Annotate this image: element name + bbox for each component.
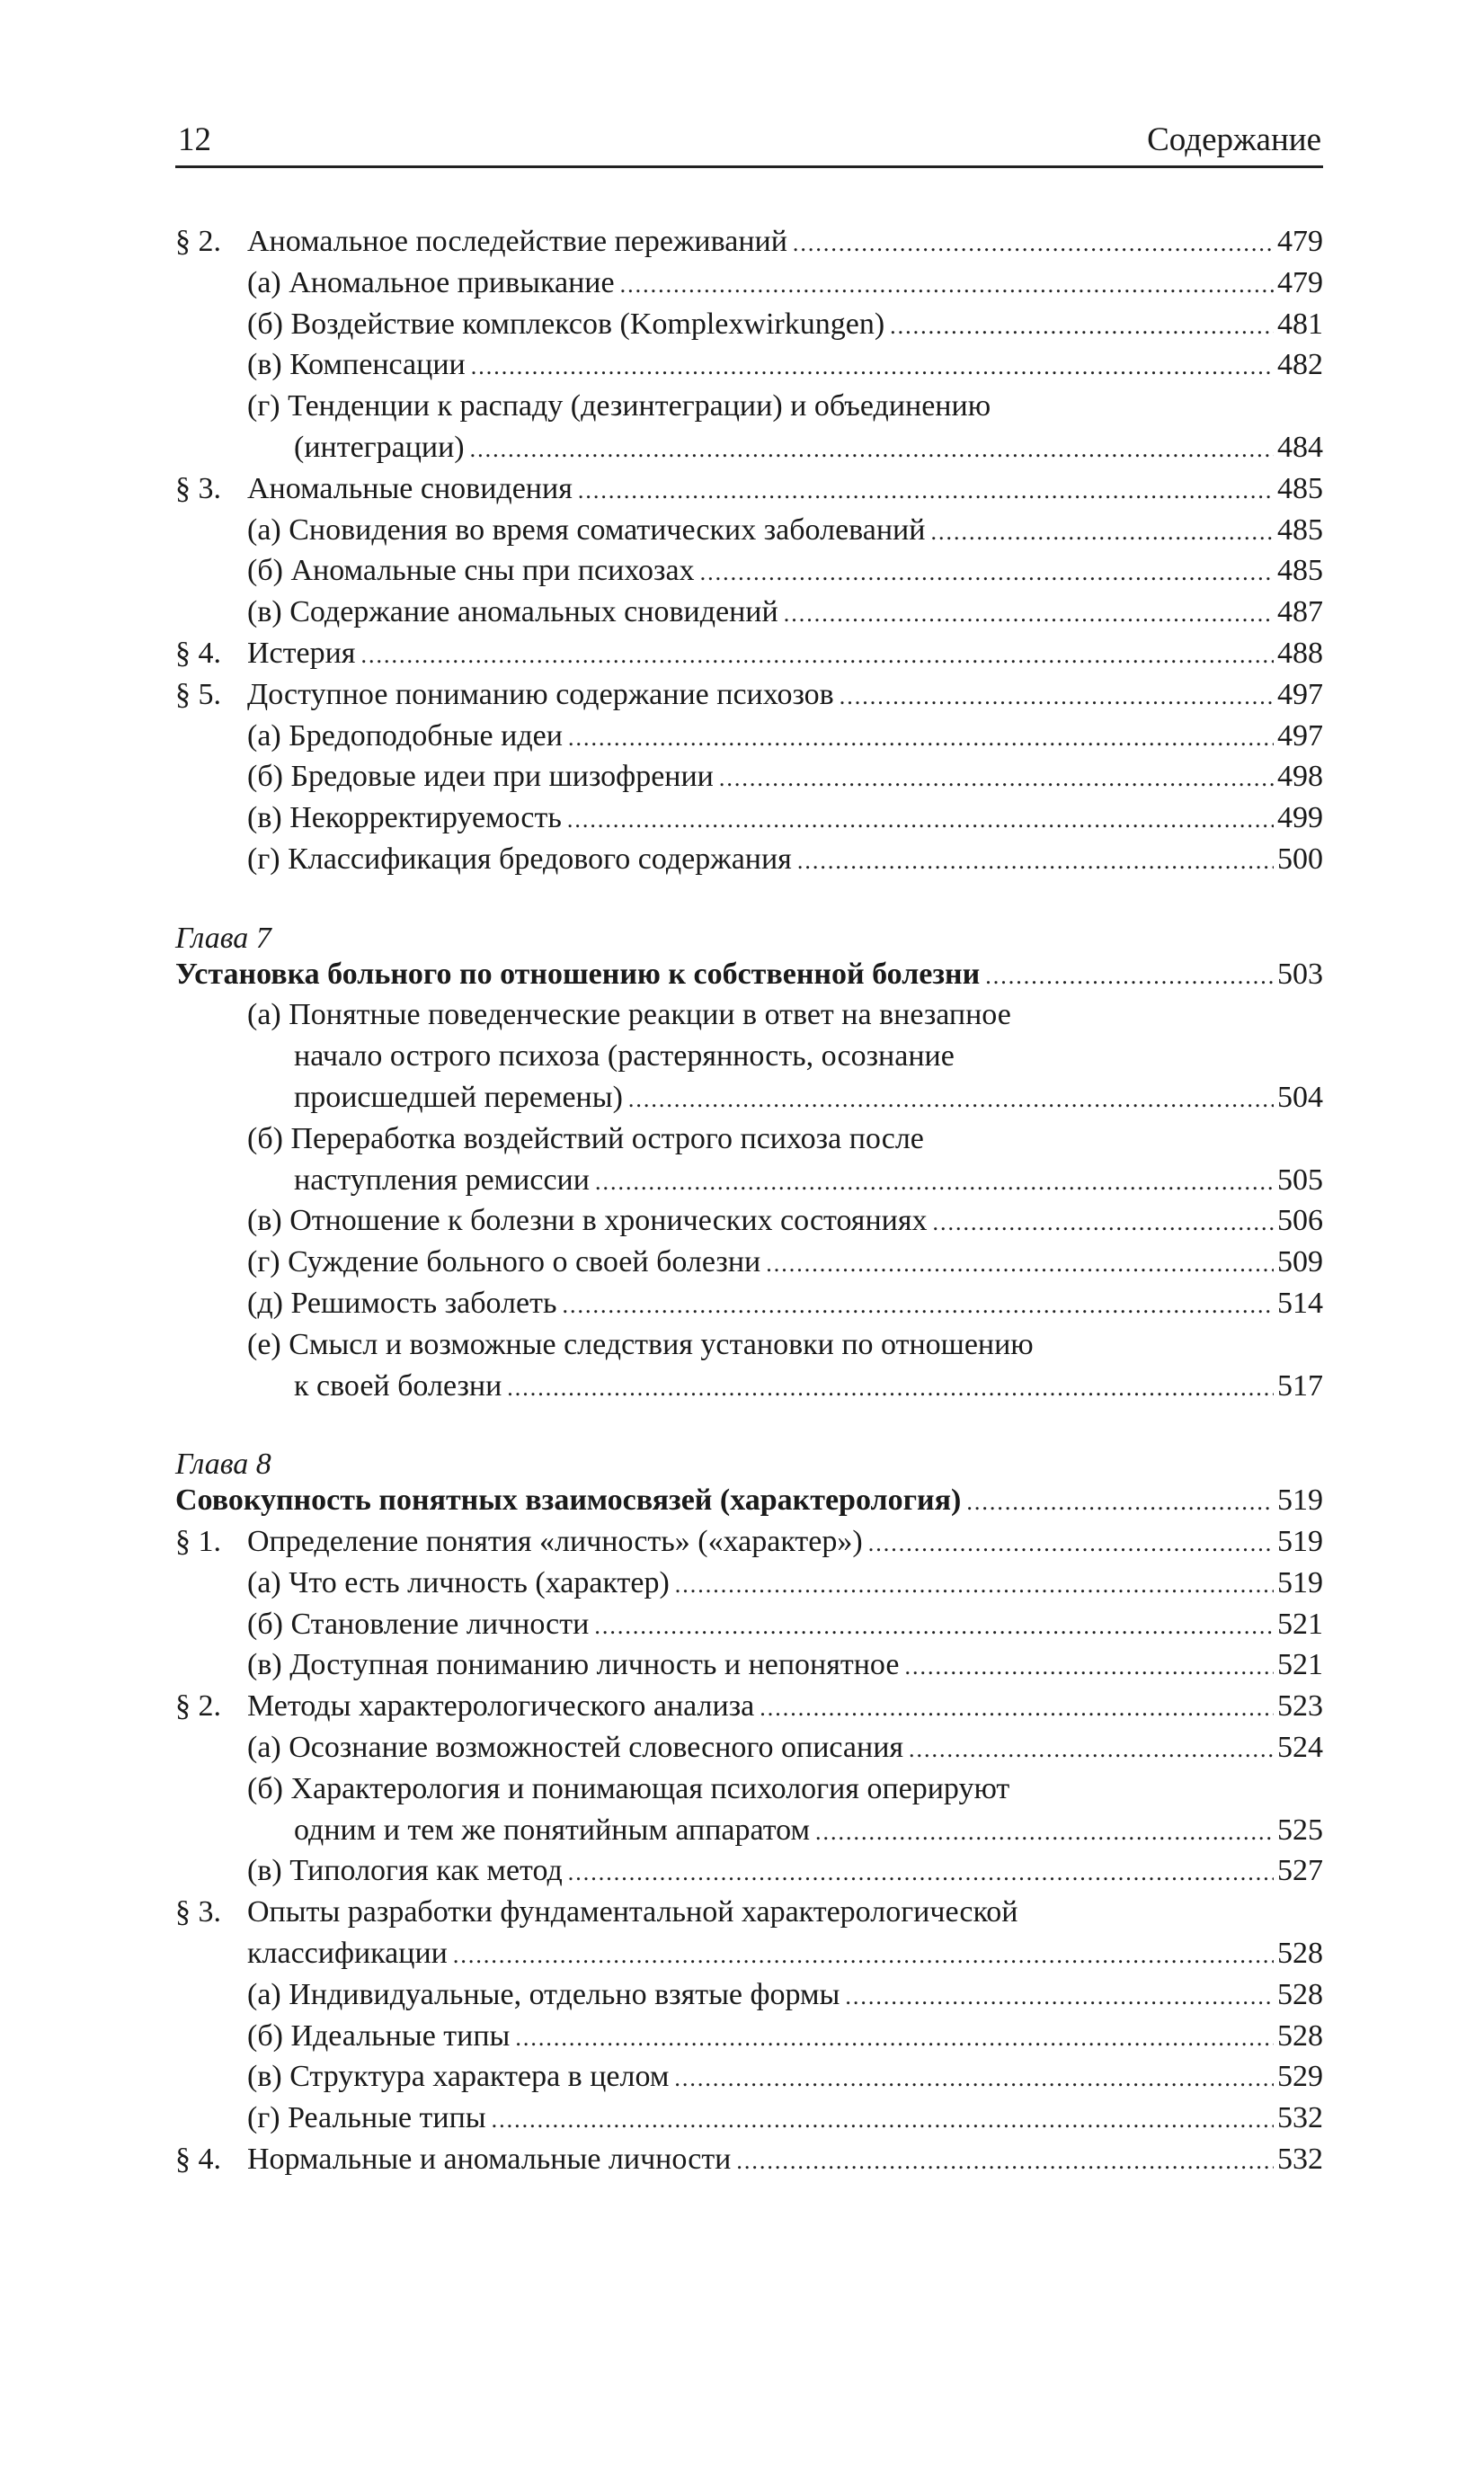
page-ref: 509 <box>1277 1245 1323 1279</box>
toc-entry-line[interactable] <box>247 344 1323 386</box>
dot-leader <box>930 512 1274 553</box>
toc-entry-line[interactable] <box>247 1118 1323 1160</box>
entry-title: Нормальные и аномальные личности <box>247 2143 732 2176</box>
toc-entry-line[interactable] <box>247 1604 1323 1645</box>
dot-leader <box>515 2018 1274 2059</box>
page-ref: 497 <box>1277 677 1323 711</box>
dot-leader <box>578 470 1274 512</box>
toc-entry-line[interactable] <box>247 592 1323 633</box>
section-marker: § 2. <box>175 1689 221 1724</box>
page-ref: 505 <box>1277 1163 1323 1197</box>
dot-leader <box>815 1812 1274 1853</box>
page-ref: 527 <box>1277 1854 1323 1888</box>
entry-title: происшедшей перемены) <box>294 1081 623 1114</box>
page-header <box>175 106 1323 167</box>
dot-leader <box>620 264 1274 306</box>
entry-title: одним и тем же понятийным аппаратом <box>294 1813 810 1847</box>
entry-title: (в) Структура характера в целом <box>247 2060 670 2094</box>
dot-leader <box>932 1202 1274 1243</box>
toc-entry-line[interactable] <box>247 1283 1323 1324</box>
section-marker: § 3. <box>175 1895 221 1929</box>
toc-entry-line[interactable] <box>175 954 1323 995</box>
toc-entry-line[interactable] <box>247 797 1323 839</box>
section-marker: § 5. <box>175 677 221 711</box>
page-ref: 529 <box>1277 2060 1323 2094</box>
entry-title: (а) Индивидуальные, отдельно взятые формы <box>247 1977 840 2011</box>
toc-entry-line[interactable] <box>247 1200 1323 1242</box>
toc-entry-line[interactable] <box>247 263 1323 304</box>
page-ref: 485 <box>1277 512 1323 547</box>
section-marker: § 2. <box>175 225 221 258</box>
toc-entry-line[interactable] <box>247 2098 1323 2139</box>
dot-leader <box>784 593 1274 635</box>
page-ref: 506 <box>1277 1204 1323 1238</box>
section-marker: § 4. <box>175 2143 221 2176</box>
page-ref: 519 <box>1277 1483 1323 1518</box>
entry-title: (г) Суждение больного о своей болезни <box>247 1245 761 1279</box>
dot-leader <box>568 1852 1274 1893</box>
dot-leader <box>470 429 1274 470</box>
entry-title: (в) Содержание аномальных сновидений <box>247 595 778 629</box>
chapter-label: Глава 8 <box>175 1448 271 1482</box>
page-ref: 499 <box>1277 801 1323 835</box>
toc-entry-line[interactable] <box>247 550 1323 592</box>
dot-leader <box>594 1606 1274 1647</box>
entry-title: Установка больного по отношению к собственной болезни <box>175 957 981 991</box>
entry-title: Аномальные сновидения <box>247 471 573 505</box>
entry-title: к своей болезни <box>294 1368 502 1403</box>
toc-entry-line[interactable] <box>247 386 1323 427</box>
entry-title: Доступное пониманию содержание психозов <box>247 677 834 711</box>
dot-leader <box>890 306 1274 347</box>
toc-entry-line[interactable] <box>247 510 1323 551</box>
page-ref: 519 <box>1277 1525 1323 1558</box>
page-ref: 521 <box>1277 1648 1323 1682</box>
page-ref: 500 <box>1277 842 1323 876</box>
dot-leader <box>719 758 1274 799</box>
toc-entry-line[interactable] <box>247 1850 1323 1892</box>
toc-entry-line[interactable] <box>247 1974 1323 2016</box>
entry-title: (в) Типология как метод <box>247 1854 563 1888</box>
page-ref: 517 <box>1277 1368 1323 1403</box>
entry-title: (в) Доступная пониманию личность и непонятное <box>247 1648 900 1682</box>
page-ref: 528 <box>1277 1977 1323 2011</box>
toc-entry-line[interactable] <box>247 2056 1323 2098</box>
toc-entry-line[interactable] <box>175 221 1323 263</box>
dot-leader <box>360 635 1274 676</box>
entry-title: (е) Смысл и возможные следствия установки по отношению <box>247 1327 1034 1361</box>
dot-leader <box>840 676 1274 717</box>
entry-title: (б) Аномальные сны при психозах <box>247 554 695 588</box>
toc-entry-line[interactable] <box>175 1892 1323 1933</box>
page-ref: 485 <box>1277 471 1323 505</box>
dot-leader <box>700 552 1274 593</box>
entry-title: (б) Характерология и понимающая психология оперируют <box>247 1771 1010 1805</box>
dot-leader <box>562 1285 1274 1326</box>
toc-entry-line[interactable] <box>294 1077 1323 1118</box>
entry-title: (а) Осознание возможностей словесного описания <box>247 1731 904 1764</box>
dot-leader <box>904 1646 1274 1688</box>
section-marker: § 4. <box>175 637 221 670</box>
dot-leader <box>628 1079 1274 1120</box>
page-ref: 487 <box>1277 595 1323 629</box>
entry-title: (а) Аномальное привыкание <box>247 265 615 299</box>
dot-leader <box>453 1935 1274 1976</box>
entry-title: (г) Тенденции к распаду (дезинтеграции) и объединению <box>247 389 991 423</box>
page-ref: 479 <box>1277 225 1323 258</box>
dot-leader <box>760 1688 1274 1729</box>
entry-title: (б) Воздействие комплексов (Komplexwirkungen) <box>247 307 885 341</box>
toc-entry-line[interactable] <box>294 1810 1323 1851</box>
page-number: 12 <box>178 121 211 158</box>
entry-title: начало острого психоза (растерянность, осознание <box>294 1039 955 1074</box>
entry-title: (б) Идеальные типы <box>247 2018 511 2053</box>
dot-leader <box>567 799 1274 841</box>
toc-entry-line[interactable] <box>175 1480 1323 1521</box>
page-ref: 504 <box>1277 1081 1323 1114</box>
toc-entry-line[interactable] <box>175 674 1323 716</box>
page-ref: 524 <box>1277 1731 1323 1764</box>
dot-leader <box>471 346 1274 388</box>
toc-entry-line[interactable] <box>175 633 1323 674</box>
toc-entry-line[interactable] <box>247 1727 1323 1769</box>
entry-title: (в) Некорректируемость <box>247 801 562 835</box>
entry-title: Методы характерологического анализа <box>247 1689 755 1724</box>
page-ref: 479 <box>1277 265 1323 299</box>
page-ref: 488 <box>1277 637 1323 670</box>
page-ref: 521 <box>1277 1607 1323 1641</box>
page-ref: 485 <box>1277 554 1323 588</box>
dot-leader <box>966 1482 1274 1523</box>
entry-title: Аномальное последействие переживаний <box>247 225 787 258</box>
dot-leader <box>985 956 1274 997</box>
page-ref: 497 <box>1277 718 1323 753</box>
toc-entry-line[interactable] <box>247 2016 1323 2057</box>
page-ref: 528 <box>1277 1937 1323 1970</box>
entry-title: (б) Переработка воздействий острого психоза после <box>247 1121 924 1155</box>
dot-leader <box>766 1243 1274 1285</box>
toc-entry-line[interactable] <box>175 1521 1323 1563</box>
toc-entry-line[interactable] <box>247 1324 1323 1366</box>
entry-title: (г) Классификация бредового содержания <box>247 842 792 876</box>
toc-entry-line[interactable] <box>294 1036 1323 1077</box>
page-ref: 482 <box>1277 348 1323 382</box>
toc-entry-line[interactable] <box>294 1366 1323 1407</box>
toc-entry-line[interactable] <box>247 839 1323 880</box>
toc-entry-line[interactable] <box>247 1242 1323 1283</box>
entry-title: Совокупность понятных взаимосвязей (характерология) <box>175 1483 962 1518</box>
page-ref: 498 <box>1277 760 1323 794</box>
dot-leader <box>909 1729 1274 1770</box>
entry-title: наступления ремиссии <box>294 1163 590 1197</box>
entry-title: (д) Решимость заболеть <box>247 1287 557 1320</box>
header-rule <box>175 165 1323 168</box>
toc-entry-line[interactable] <box>175 468 1323 510</box>
dot-leader <box>492 2099 1274 2141</box>
toc-entry-line[interactable] <box>247 304 1323 345</box>
dot-leader <box>736 2141 1274 2182</box>
entry-title: (б) Бредовые идеи при шизофрении <box>247 760 714 794</box>
dot-leader <box>797 841 1274 882</box>
page-ref: 519 <box>1277 1565 1323 1599</box>
toc-entry-line[interactable] <box>294 1160 1323 1201</box>
entry-title: Определение понятия «личность» («характер») <box>247 1525 863 1558</box>
entry-title: Опыты разработки фундаментальной характерологической <box>247 1895 1018 1929</box>
dot-leader <box>595 1162 1274 1203</box>
toc-entry-line[interactable] <box>247 716 1323 757</box>
entry-title: (в) Компенсации <box>247 348 466 382</box>
toc-entry-line[interactable] <box>247 1933 1323 1974</box>
entry-title: Истерия <box>247 637 356 670</box>
page-ref: 523 <box>1277 1689 1323 1724</box>
running-title: Содержание <box>1147 121 1321 158</box>
dot-leader <box>674 2058 1274 2099</box>
toc-entry-line[interactable] <box>175 1686 1323 1727</box>
dot-leader <box>675 1564 1274 1606</box>
page-ref: 528 <box>1277 2018 1323 2053</box>
toc-entry-line[interactable] <box>294 427 1323 468</box>
toc-entry-line[interactable] <box>247 1644 1323 1686</box>
dot-leader <box>568 717 1274 759</box>
section-marker: § 1. <box>175 1525 221 1558</box>
entry-title: (интеграции) <box>294 431 465 464</box>
entry-title: (а) Понятные поведенческие реакции в ответ на внезапное <box>247 998 1011 1032</box>
toc-entry-line[interactable] <box>247 994 1323 1036</box>
section-marker: § 3. <box>175 471 221 505</box>
page-ref: 484 <box>1277 431 1323 464</box>
entry-title: (б) Становление личности <box>247 1607 590 1641</box>
entry-title: (а) Бредоподобные идеи <box>247 718 563 753</box>
page-ref: 532 <box>1277 2101 1323 2135</box>
toc-entry-line[interactable] <box>247 1563 1323 1604</box>
page-ref: 532 <box>1277 2143 1323 2176</box>
toc-entry-line[interactable] <box>247 1769 1323 1810</box>
entry-title: (в) Отношение к болезни в хронических состояниях <box>247 1204 928 1238</box>
page-ref: 525 <box>1277 1813 1323 1847</box>
dot-leader <box>793 223 1274 264</box>
entry-title: (а) Что есть личность (характер) <box>247 1565 670 1599</box>
dot-leader <box>868 1523 1274 1564</box>
toc-entry-line[interactable] <box>175 2139 1323 2180</box>
entry-title: (г) Реальные типы <box>247 2101 486 2135</box>
page-ref: 481 <box>1277 307 1323 341</box>
page-ref: 503 <box>1277 957 1323 991</box>
dot-leader <box>845 1976 1274 2018</box>
entry-title: (а) Сновидения во время соматических заболеваний <box>247 512 926 547</box>
page-ref: 514 <box>1277 1287 1323 1320</box>
chapter-label: Глава 7 <box>175 921 271 955</box>
toc-entry-line[interactable] <box>247 756 1323 797</box>
dot-leader <box>507 1368 1274 1409</box>
entry-title: классификации <box>247 1937 448 1970</box>
